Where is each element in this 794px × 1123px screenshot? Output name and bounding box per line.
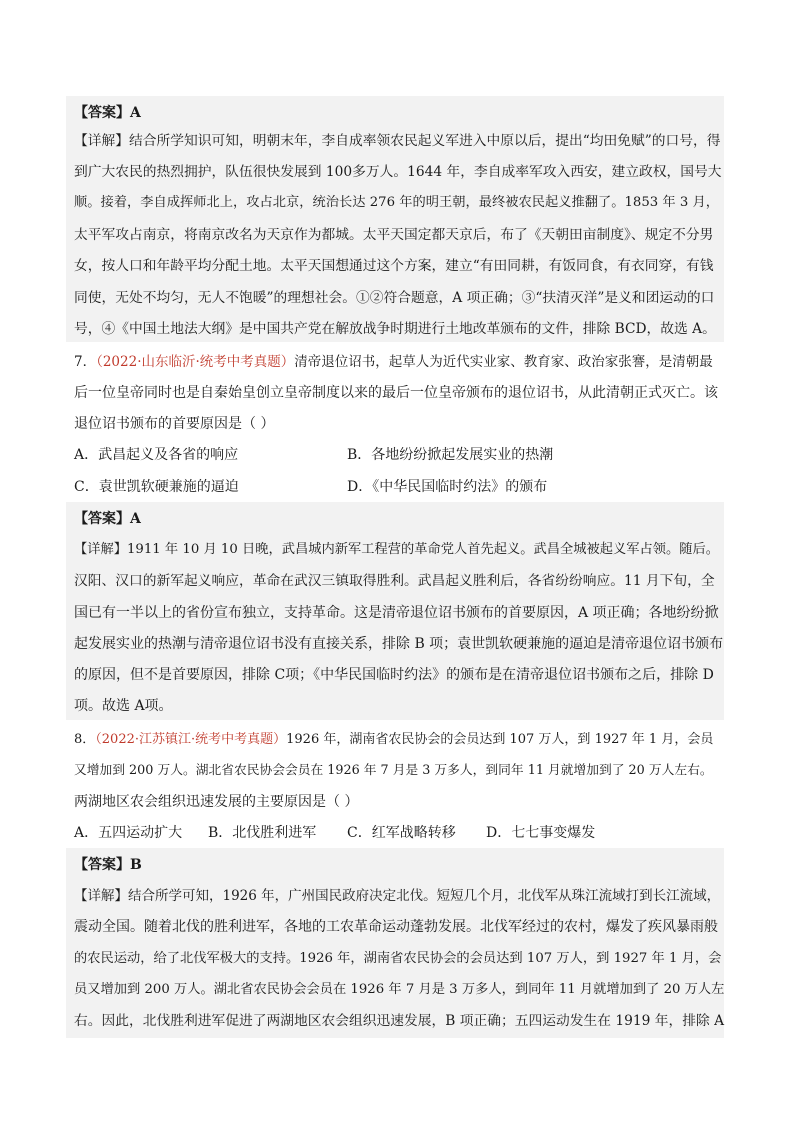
detail-line: 太平军攻占南京，将南京改名为天京作为都城。太平天国定都天京后，布了《天朝田亩制度》、规定不分男 <box>74 227 714 243</box>
detail-line: 号，④《中国土地法大纲》是中国共产党在解放战争时期进行土地改革颁布的文件，排除 BCD，故选 A。 <box>74 321 716 337</box>
option-a: A．五四运动扩大 <box>74 825 183 841</box>
question-number: 8． <box>74 732 96 747</box>
detail-line: 震动全国。随着北伐的胜利进军，各地的工农革命运动蓬勃发展。北伐军经过的农村，爆发了疾风暴雨般 <box>74 919 718 935</box>
question-source: （2022·江苏镇江·统考中考真题） <box>95 732 287 747</box>
question-text: 又增加到 200 万人。湖北省农民协会会员在 1926 年 7 月是 3 万多人，到同年 11 月就增加到了 20 万人左右。 <box>74 763 713 778</box>
answer-block-8 <box>66 848 724 1038</box>
detail-line: 的农民运动，给了北伐军极大的支持。1926 年，湖南省农民协会的会员达到 107 万人，到 1927 年 1 月，会 <box>74 951 722 966</box>
option-b: B．北伐胜利进军 <box>208 825 317 841</box>
option-a: A．武昌起义及各省的响应 <box>74 447 239 463</box>
option-c: C．红军战略转移 <box>347 825 456 841</box>
question-text: 1926 年，湖南省农民协会的会员达到 107 万人，到 1927 年 1 月，会员 <box>286 732 714 747</box>
question-7-stem <box>74 355 713 371</box>
option-b: B．各地纷纷掀起发展实业的热潮 <box>347 447 554 463</box>
question-source: （2022·山东临沂·统考中考真题） <box>96 354 295 370</box>
detail-line: 顺。接着，李自成挥师北上，攻占北京，统治长达 276 年的明王朝，最终被农民起义推翻了。1853 年 3 月， <box>74 195 720 210</box>
question-text: 退位诏书颁布的首要原因是（ ） <box>74 416 275 432</box>
question-8-stem <box>74 733 713 749</box>
detail-line: 到广大农民的热烈拥护，队伍很快发展到 100多万人。1644 年，李自成率军攻入西安，建立政权，国号大 <box>74 164 722 180</box>
option-d: D．《中华民国临时约法》的颁布 <box>347 479 548 495</box>
answer-label: 【答案】A <box>74 105 141 121</box>
detail-line: 国已有一半以上的省份宣布独立，支持革命。这是清帝退位诏书颁布的首要原因，A 项正确；各地纷纷掀 <box>74 605 719 621</box>
answer-label: 【答案】A <box>74 511 141 527</box>
detail-line: 【详解】结合所学可知，1926 年，广州国民政府决定北伐。短短几个月，北伐军从珠江流域打到长江流域， <box>74 888 721 904</box>
detail-line: 起发展实业的热潮与清帝退位诏书没有直接关系，排除 B 项；袁世凯软硬兼施的逼迫是清帝退位诏书颁布 <box>74 636 724 652</box>
answer-label: 【答案】B <box>74 857 142 873</box>
option-c: C．袁世凯软硬兼施的逼迫 <box>74 479 239 495</box>
option-d: D．七七事变爆发 <box>486 825 596 841</box>
detail-line: 员又增加到 200 万人。湖北省农民协会会员在 1926 年 7 月是 3 万多人，到同年 11 月就增加到了 20 万人左 <box>74 982 725 997</box>
detail-line: 右。因此，北伐胜利进军促进了两湖地区农会组织迅速发展，B 项正确；五四运动发生在 1919 年，排除 A <box>74 1013 725 1029</box>
detail-line: 【详解】1911 年 10 月 10 日晚，武昌城内新军工程营的革命党人首先起义。武昌全城被起义军占领。随后。 <box>74 542 720 557</box>
detail-line: 的原因，但不是首要原因，排除 C项；《中华民国临时约法》的颁布是在清帝退位诏书颁布之后，排除 D <box>74 667 714 683</box>
detail-line: 同使，无处不均匀，无人不饱暖”的理想社会。①②符合题意，A 项正确；③“扶清灭洋”是义和团运动的口 <box>74 290 715 306</box>
question-text: 清帝退位诏书，起草人为近代实业家、教育家、政治家张謇，是清朝最 <box>294 354 713 370</box>
detail-line: 女，按人口和年龄平均分配土地。太平天国想通过这个方案，建立“有田同耕，有饭同食，有衣同穿，有钱 <box>74 258 714 274</box>
detail-line: 【详解】结合所学知识可知，明朝末年，李自成率领农民起义军进入中原以后，提出“均田免赋”的口号，得 <box>74 133 721 149</box>
question-number: 7． <box>74 354 97 370</box>
detail-line: 汉阳、汉口的新军起义响应，革命在武汉三镇取得胜利。武昌起义胜利后，各省纷纷响应。11 月下旬，全 <box>74 573 715 589</box>
question-text: 两湖地区农会组织迅速发展的主要原因是（ ） <box>74 794 359 810</box>
detail-line: 项。故选 A项。 <box>74 698 173 714</box>
question-text: 后一位皇帝同时也是自秦始皇创立皇帝制度以来的最后一位皇帝颁布的退位诏书，从此清朝正式灭亡。该 <box>74 385 718 401</box>
